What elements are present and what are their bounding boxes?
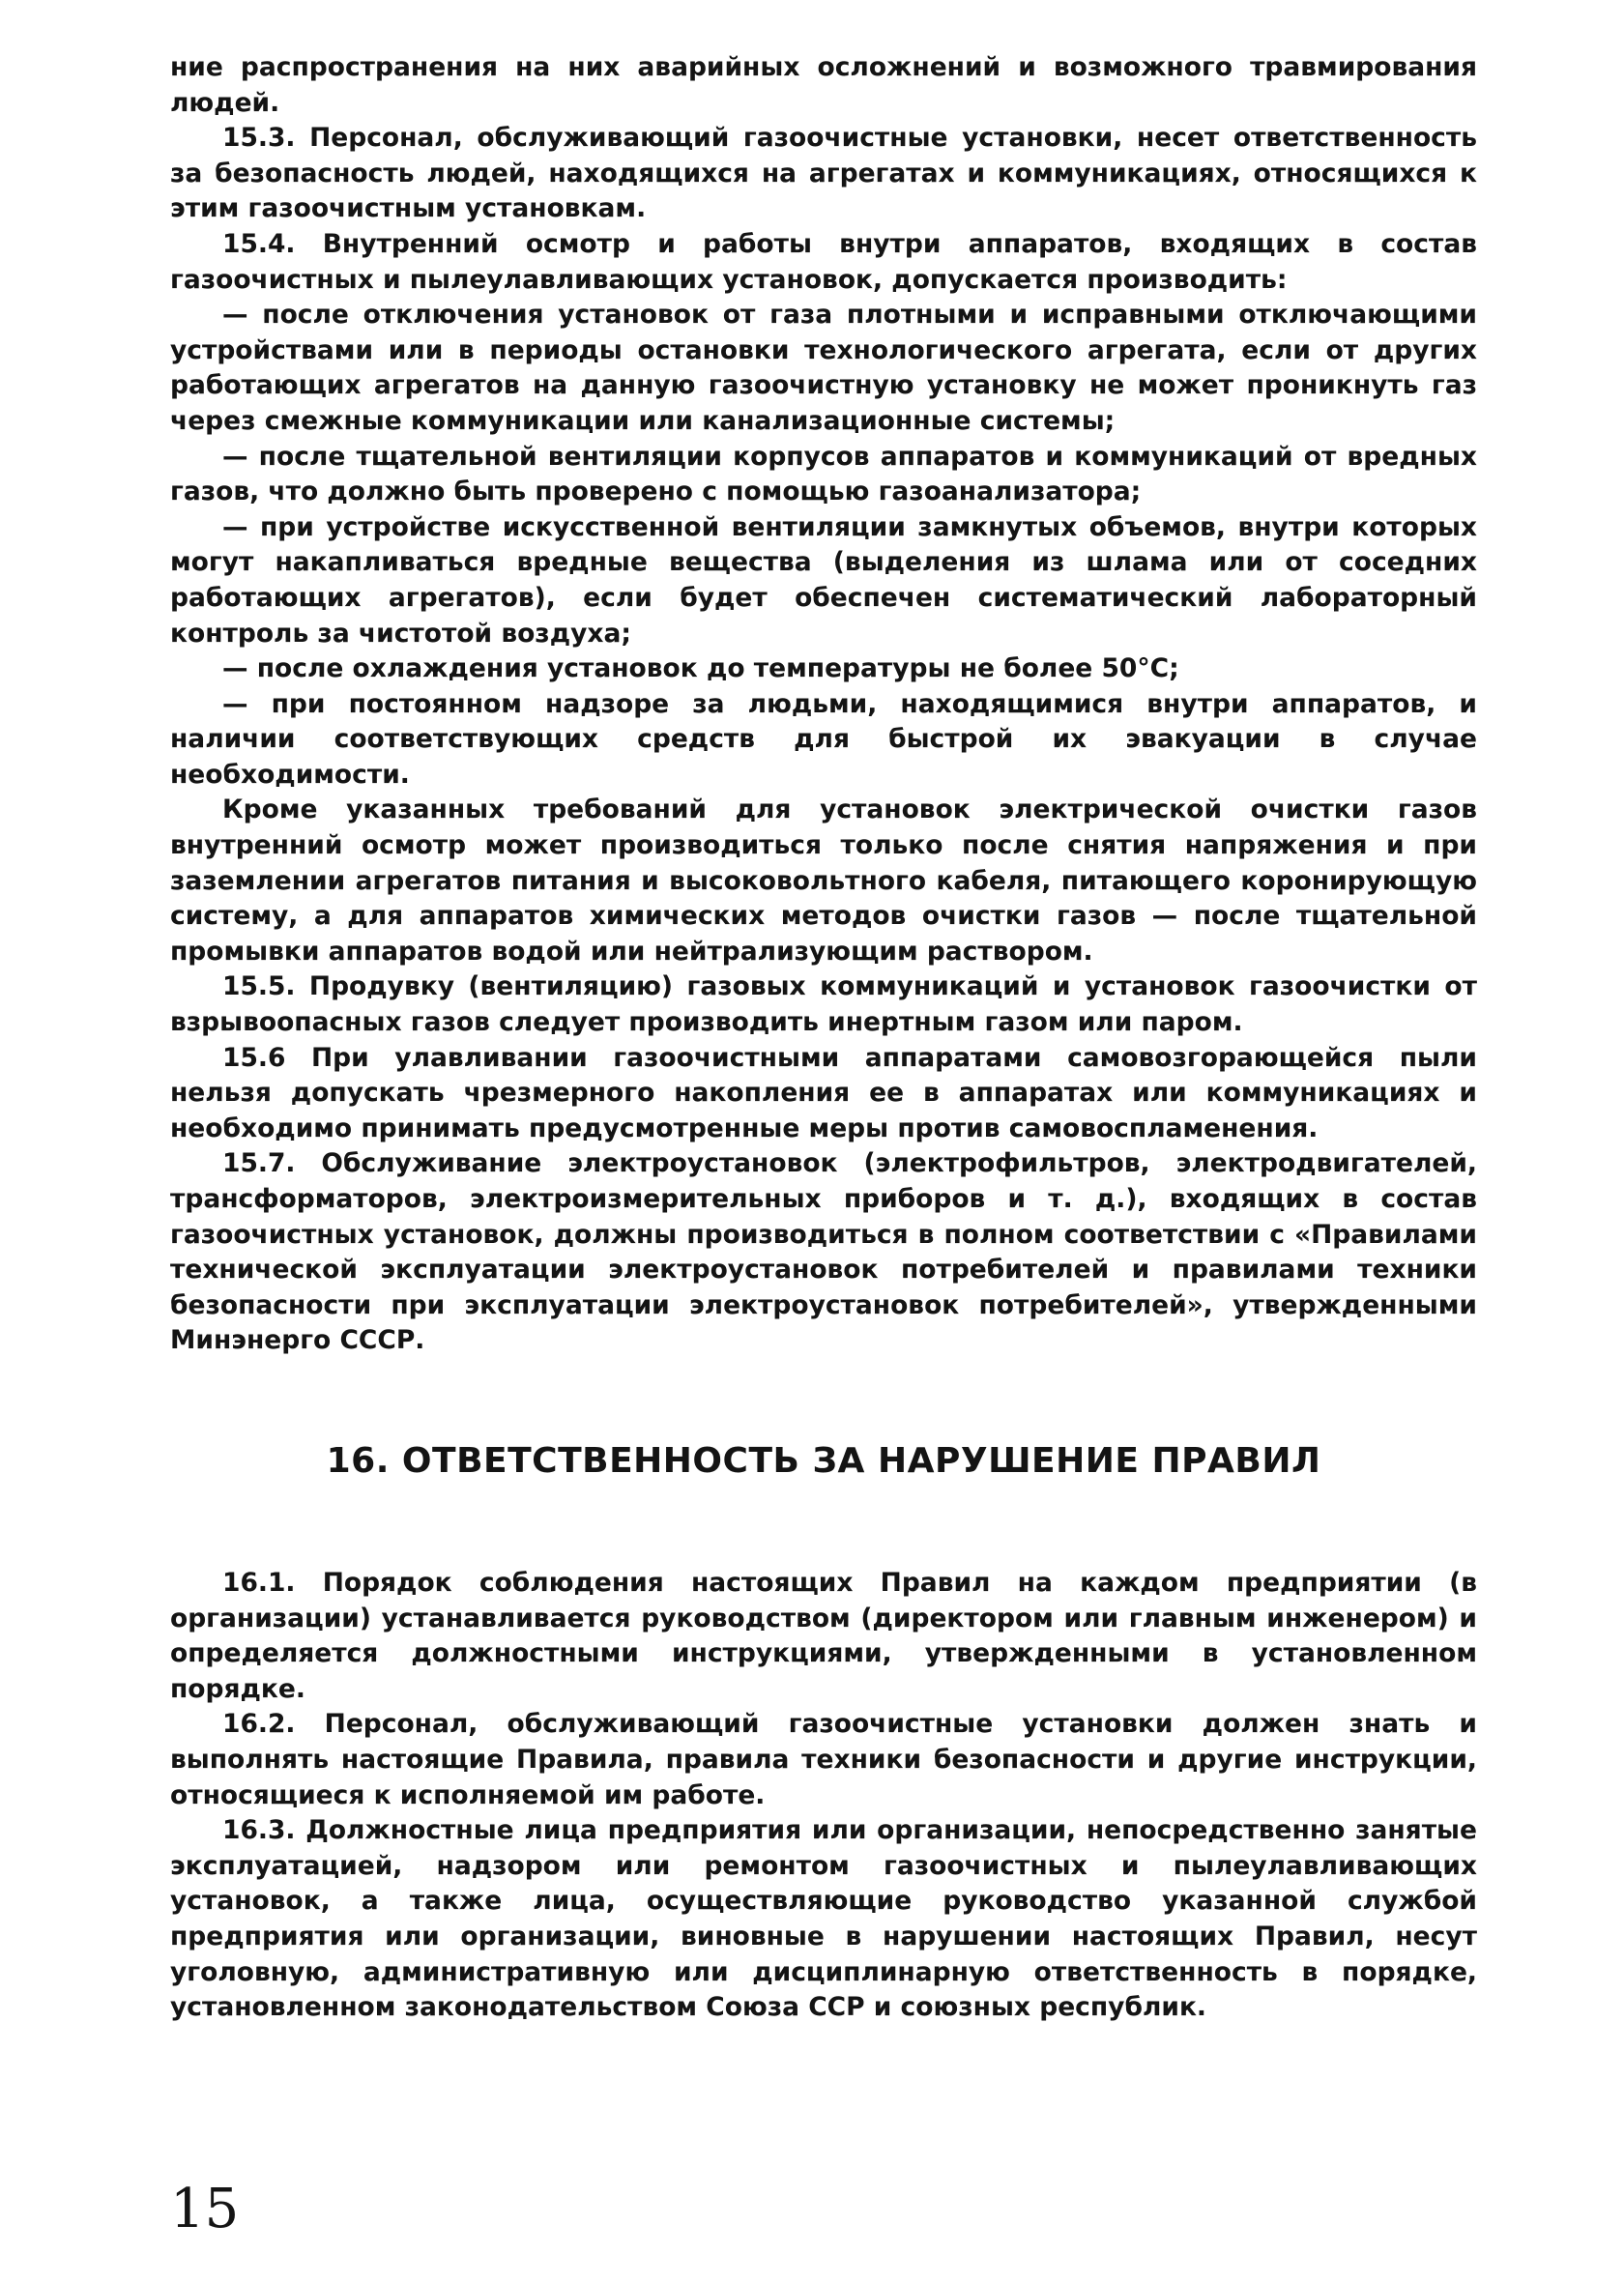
page-number: 15 bbox=[170, 2178, 240, 2240]
page-content bbox=[170, 50, 1477, 2026]
section-heading: 16. ОТВЕТСТВЕННОСТЬ ЗА НАРУШЕНИЕ ПРАВИЛ bbox=[326, 1440, 1321, 1481]
paragraph-16-1: 16.1. Порядок соблюдения настоящих Правил на каждом предприятии (в организации) устанавливается руководством (директором или главным инженером) и определяется должностными инструкциями, утвержденными в установленном порядке. bbox=[170, 1567, 1477, 1704]
list-item-cooling: — после охлаждения установок до температуры не более 50°С; bbox=[222, 653, 1179, 684]
list-item-supervision: — при постоянном надзоре за людьми, находящимися внутри аппаратов, и наличии соответствующих средств для быстрой их эвакуации в случае необходимости. bbox=[170, 688, 1477, 790]
paragraph-continuation: ние распространения на них аварийных осложнений и возможного травмирования людей. bbox=[170, 52, 1477, 118]
list-item-ventilation: — после тщательной вентиляции корпусов аппаратов и коммуникаций от вредных газов, что должно быть проверено с помощью газоанализатора; bbox=[170, 441, 1477, 507]
paragraph-16-3: 16.3. Должностные лица предприятия или организации, непосредственно занятые эксплуатацией, надзором или ремонтом газоочистных и пылеулавливающих установок, а также лица, осуществляющие руководство указанной службой предприятия или организации, виновные в нарушении настоящих Правил, несут уголовную, административную или дисциплинарную ответственность в порядке, установленном законодательством Союза ССР и союзных республик. bbox=[170, 1815, 1477, 2023]
paragraph-15-3: 15.3. Персонал, обслуживающий газоочистные установки, несет ответственность за безопасность людей, находящихся на агрегатах и коммуникациях, относящихся к этим газоочистным установкам. bbox=[170, 123, 1477, 224]
paragraph-electrical-cleaning: Кроме указанных требований для установок электрической очистки газов внутренний осмотр может производиться только после снятия напряжения и при заземлении агрегатов питания и высоковольтного кабеля, питающего коронирующую систему, а для аппаратов химических методов очистки газов — после тщательной промывки аппаратов водой или нейтрализующим раствором. bbox=[170, 795, 1477, 967]
paragraph-15-4: 15.4. Внутренний осмотр и работы внутри аппаратов, входящих в состав газоочистных и пылеулавливающих установок, допускается производить: bbox=[170, 228, 1477, 295]
list-item-disconnection: — после отключения установок от газа плотными и исправными отключающими устройствами или в периоды остановки технологического агрегата, если от других работающих агрегатов на данную газоочистную установку не может проникнуть газ через смежные коммуникации или канализационные системы; bbox=[170, 300, 1477, 436]
paragraph-15-5: 15.5. Продувку (вентиляцию) газовых коммуникаций и установок газоочистки от взрывоопасных газов следует производить инертным газом или паром. bbox=[170, 971, 1477, 1038]
paragraph-15-6: 15.6 При улавливании газоочистными аппаратами самовозгорающейся пыли нельзя допускать чрезмерного накопления ее в аппаратах или коммуникациях и необходимо принимать предусмотренные меры против самовоспламенения. bbox=[170, 1042, 1477, 1143]
paragraph-16-2: 16.2. Персонал, обслуживающий газоочистные установки должен знать и выполнять настоящие Правила, правила техники безопасности и другие инструкции, относящиеся к исполняемой им работе. bbox=[170, 1709, 1477, 1810]
list-item-artificial-ventilation: — при устройстве искусственной вентиляции замкнутых объемов, внутри которых могут накапливаться вредные вещества (выделения из шлама или от соседних работающих агрегатов), если будет обеспечен систематический лабораторный контроль за чистотой воздуха; bbox=[170, 511, 1477, 649]
paragraph-15-7: 15.7. Обслуживание электроустановок (электрофильтров, электродвигателей, трансформаторов, электроизмерительных приборов и т. д.), входящих в состав газоочистных установок, должны производиться в полном соответствии с «Правилами технической эксплуатации электроустановок потребителей и правилами техники безопасности при эксплуатации электроустановок потребителей», утвержденными Минэнерго СССР. bbox=[170, 1148, 1477, 1356]
